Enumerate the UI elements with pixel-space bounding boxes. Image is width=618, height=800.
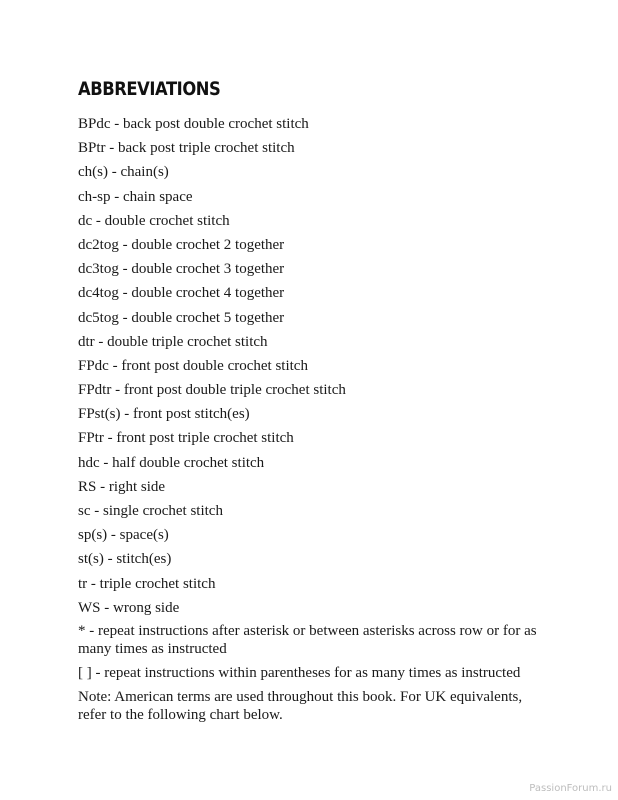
list-item: FPtr - front post triple crochet stitch bbox=[78, 430, 294, 447]
list-item: ch-sp - chain space bbox=[78, 188, 193, 205]
list-item: ch(s) - chain(s) bbox=[78, 164, 169, 181]
list-item: FPdc - front post double crochet stitch bbox=[78, 357, 308, 374]
list-item: dc2tog - double crochet 2 together bbox=[78, 236, 285, 253]
list-item: BPtr - back post triple crochet stitch bbox=[78, 140, 295, 157]
list-item: sc - single crochet stitch bbox=[78, 503, 223, 519]
page-title: ABBREVIATIONS bbox=[78, 78, 221, 100]
list-item: FPst(s) - front post stitch(es) bbox=[78, 406, 250, 423]
list-item: dtr - double triple crochet stitch bbox=[78, 333, 268, 350]
list-item: tr - triple crochet stitch bbox=[78, 575, 216, 592]
list-item: BPdc - back post double crochet stitch bbox=[78, 116, 309, 132]
abbreviation-list bbox=[78, 114, 548, 622]
list-item: WS - wrong side bbox=[78, 599, 180, 616]
list-item: dc4tog - double crochet 4 together bbox=[78, 285, 285, 302]
list-item: RS - right side bbox=[78, 478, 166, 495]
asterisk-note: * - repeat instructions after asterisk or between asterisks across row or for as many times as instructed bbox=[78, 623, 537, 657]
list-item: st(s) - stitch(es) bbox=[78, 551, 172, 568]
list-item: FPdtr - front post double triple crochet stitch bbox=[78, 382, 346, 399]
list-item: dc3tog - double crochet 3 together bbox=[78, 261, 285, 278]
list-item: hdc - half double crochet stitch bbox=[78, 454, 265, 471]
notes-section bbox=[78, 622, 548, 730]
list-item: dc - double crochet stitch bbox=[78, 212, 230, 229]
list-item: sp(s) - space(s) bbox=[78, 527, 169, 544]
brackets-note: [ ] - repeat instructions within parentheses for as many times as instructed bbox=[78, 665, 521, 681]
terminology-note: Note: American terms are used throughout this book. For UK equivalents, refer to the following chart below. bbox=[78, 689, 523, 723]
list-item: dc5tog - double crochet 5 together bbox=[78, 309, 285, 326]
watermark: PassionForum.ru bbox=[529, 783, 612, 794]
